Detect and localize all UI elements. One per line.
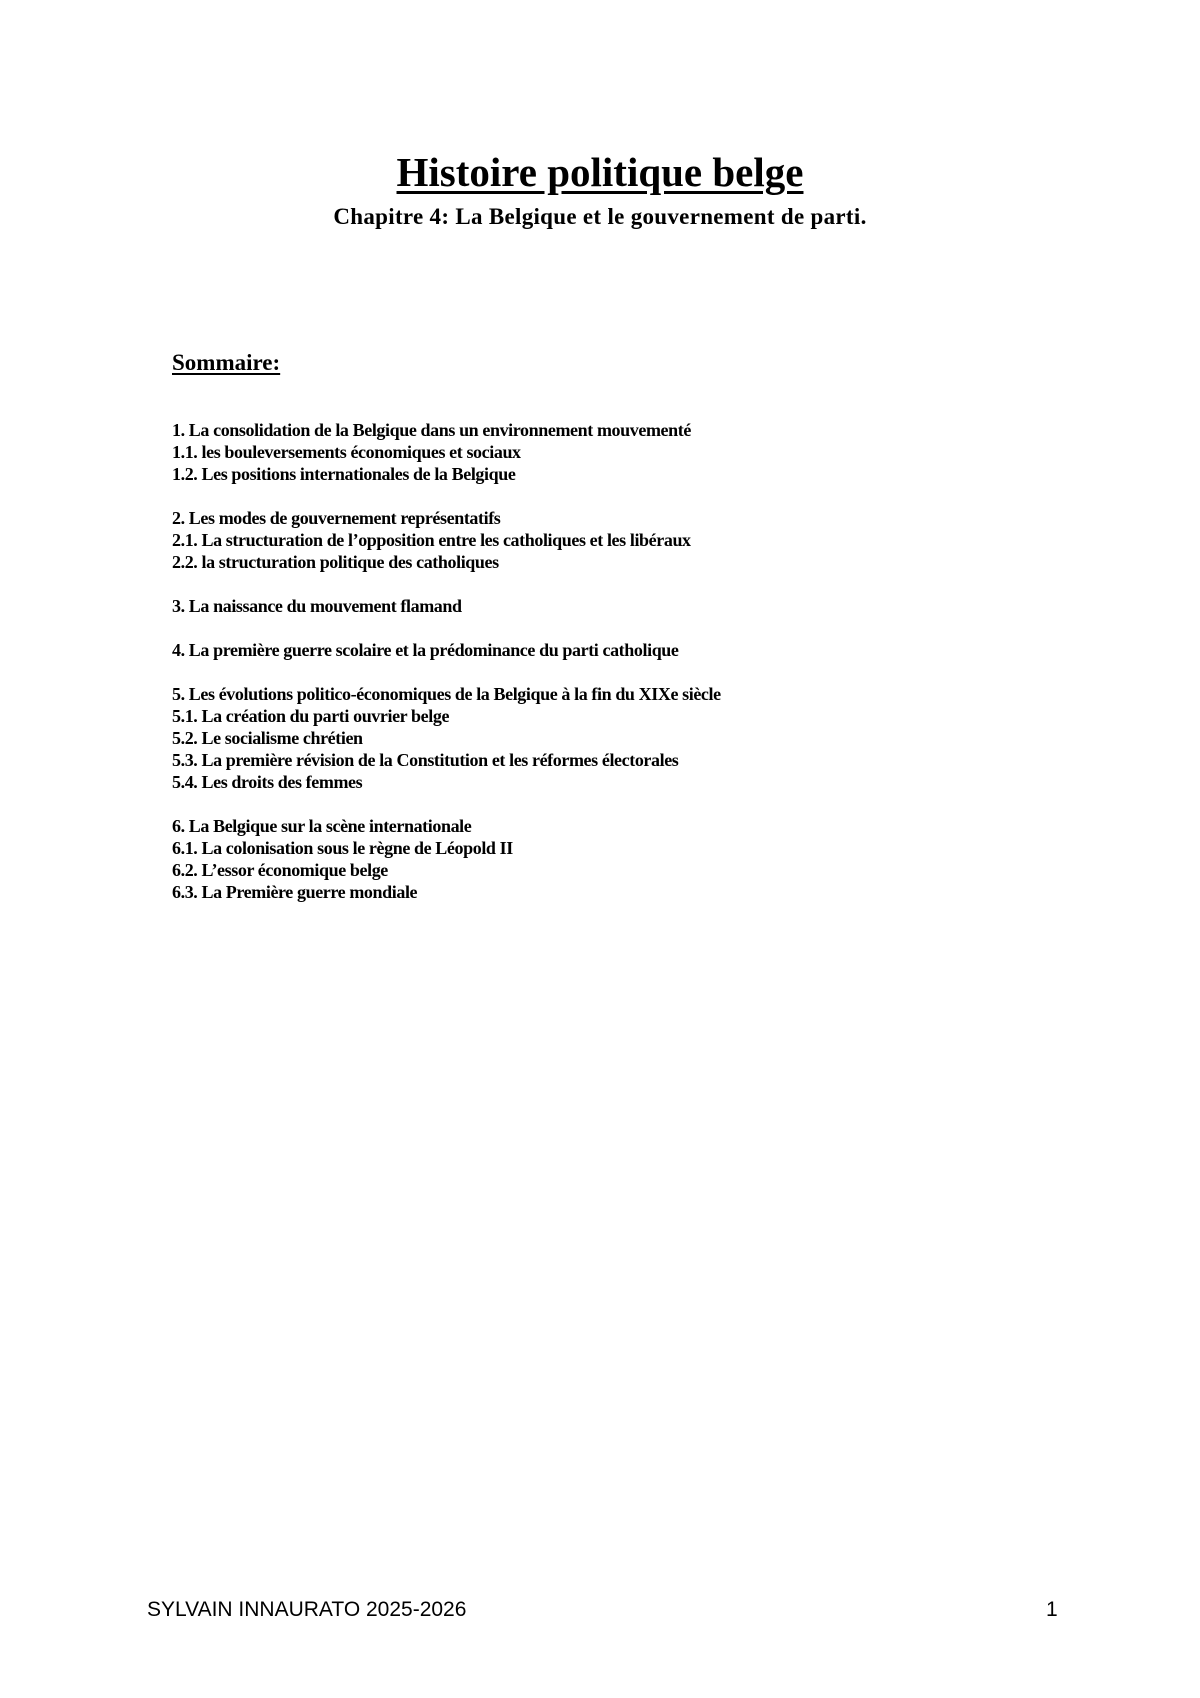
toc-item: 6.3. La Première guerre mondiale [172,882,418,902]
toc-item: 6. La Belgique sur la scène internationale [172,816,472,836]
toc-item: 2. Les modes de gouvernement représentatifs [172,508,501,528]
toc-section-5 [172,683,1072,793]
toc-item: 6.1. La colonisation sous le règne de Léopold II [172,838,513,858]
chapter-subtitle: Chapitre 4: La Belgique et le gouvernement de parti. [333,204,867,229]
toc-section-2 [172,507,1072,573]
toc-section-1 [172,419,1072,485]
toc-item: 2.1. La structuration de l’opposition entre les catholiques et les libéraux [172,530,691,550]
toc-section-4 [172,639,1072,661]
toc-item: 5.3. La première révision de la Constitution et les réformes électorales [172,750,679,770]
toc-item: 1.2. Les positions internationales de la Belgique [172,464,516,484]
toc-item: 1. La consolidation de la Belgique dans un environnement mouvementé [172,420,691,440]
toc-section-6 [172,815,1072,903]
toc-item: 5.1. La création du parti ouvrier belge [172,706,450,726]
toc-item: 5.2. Le socialisme chrétien [172,728,363,748]
page-number: 1 [1046,1598,1058,1621]
toc-item: 2.2. la structuration politique des catholiques [172,552,499,572]
footer-author: SYLVAIN INNAURATO 2025-2026 [147,1598,467,1621]
document-title: Histoire politique belge [396,149,804,195]
toc-section-3 [172,595,1072,617]
toc-item: 3. La naissance du mouvement flamand [172,596,462,616]
toc-item: 1.1. les bouleversements économiques et sociaux [172,442,521,462]
toc-item: 4. La première guerre scolaire et la prédominance du parti catholique [172,640,679,660]
toc-item: 6.2. L’essor économique belge [172,860,388,880]
toc-item: 5.4. Les droits des femmes [172,772,363,792]
toc-item: 5. Les évolutions politico-économiques de la Belgique à la fin du XIXe siècle [172,684,721,704]
summary-heading: Sommaire: [172,350,281,375]
table-of-contents [172,419,1072,925]
